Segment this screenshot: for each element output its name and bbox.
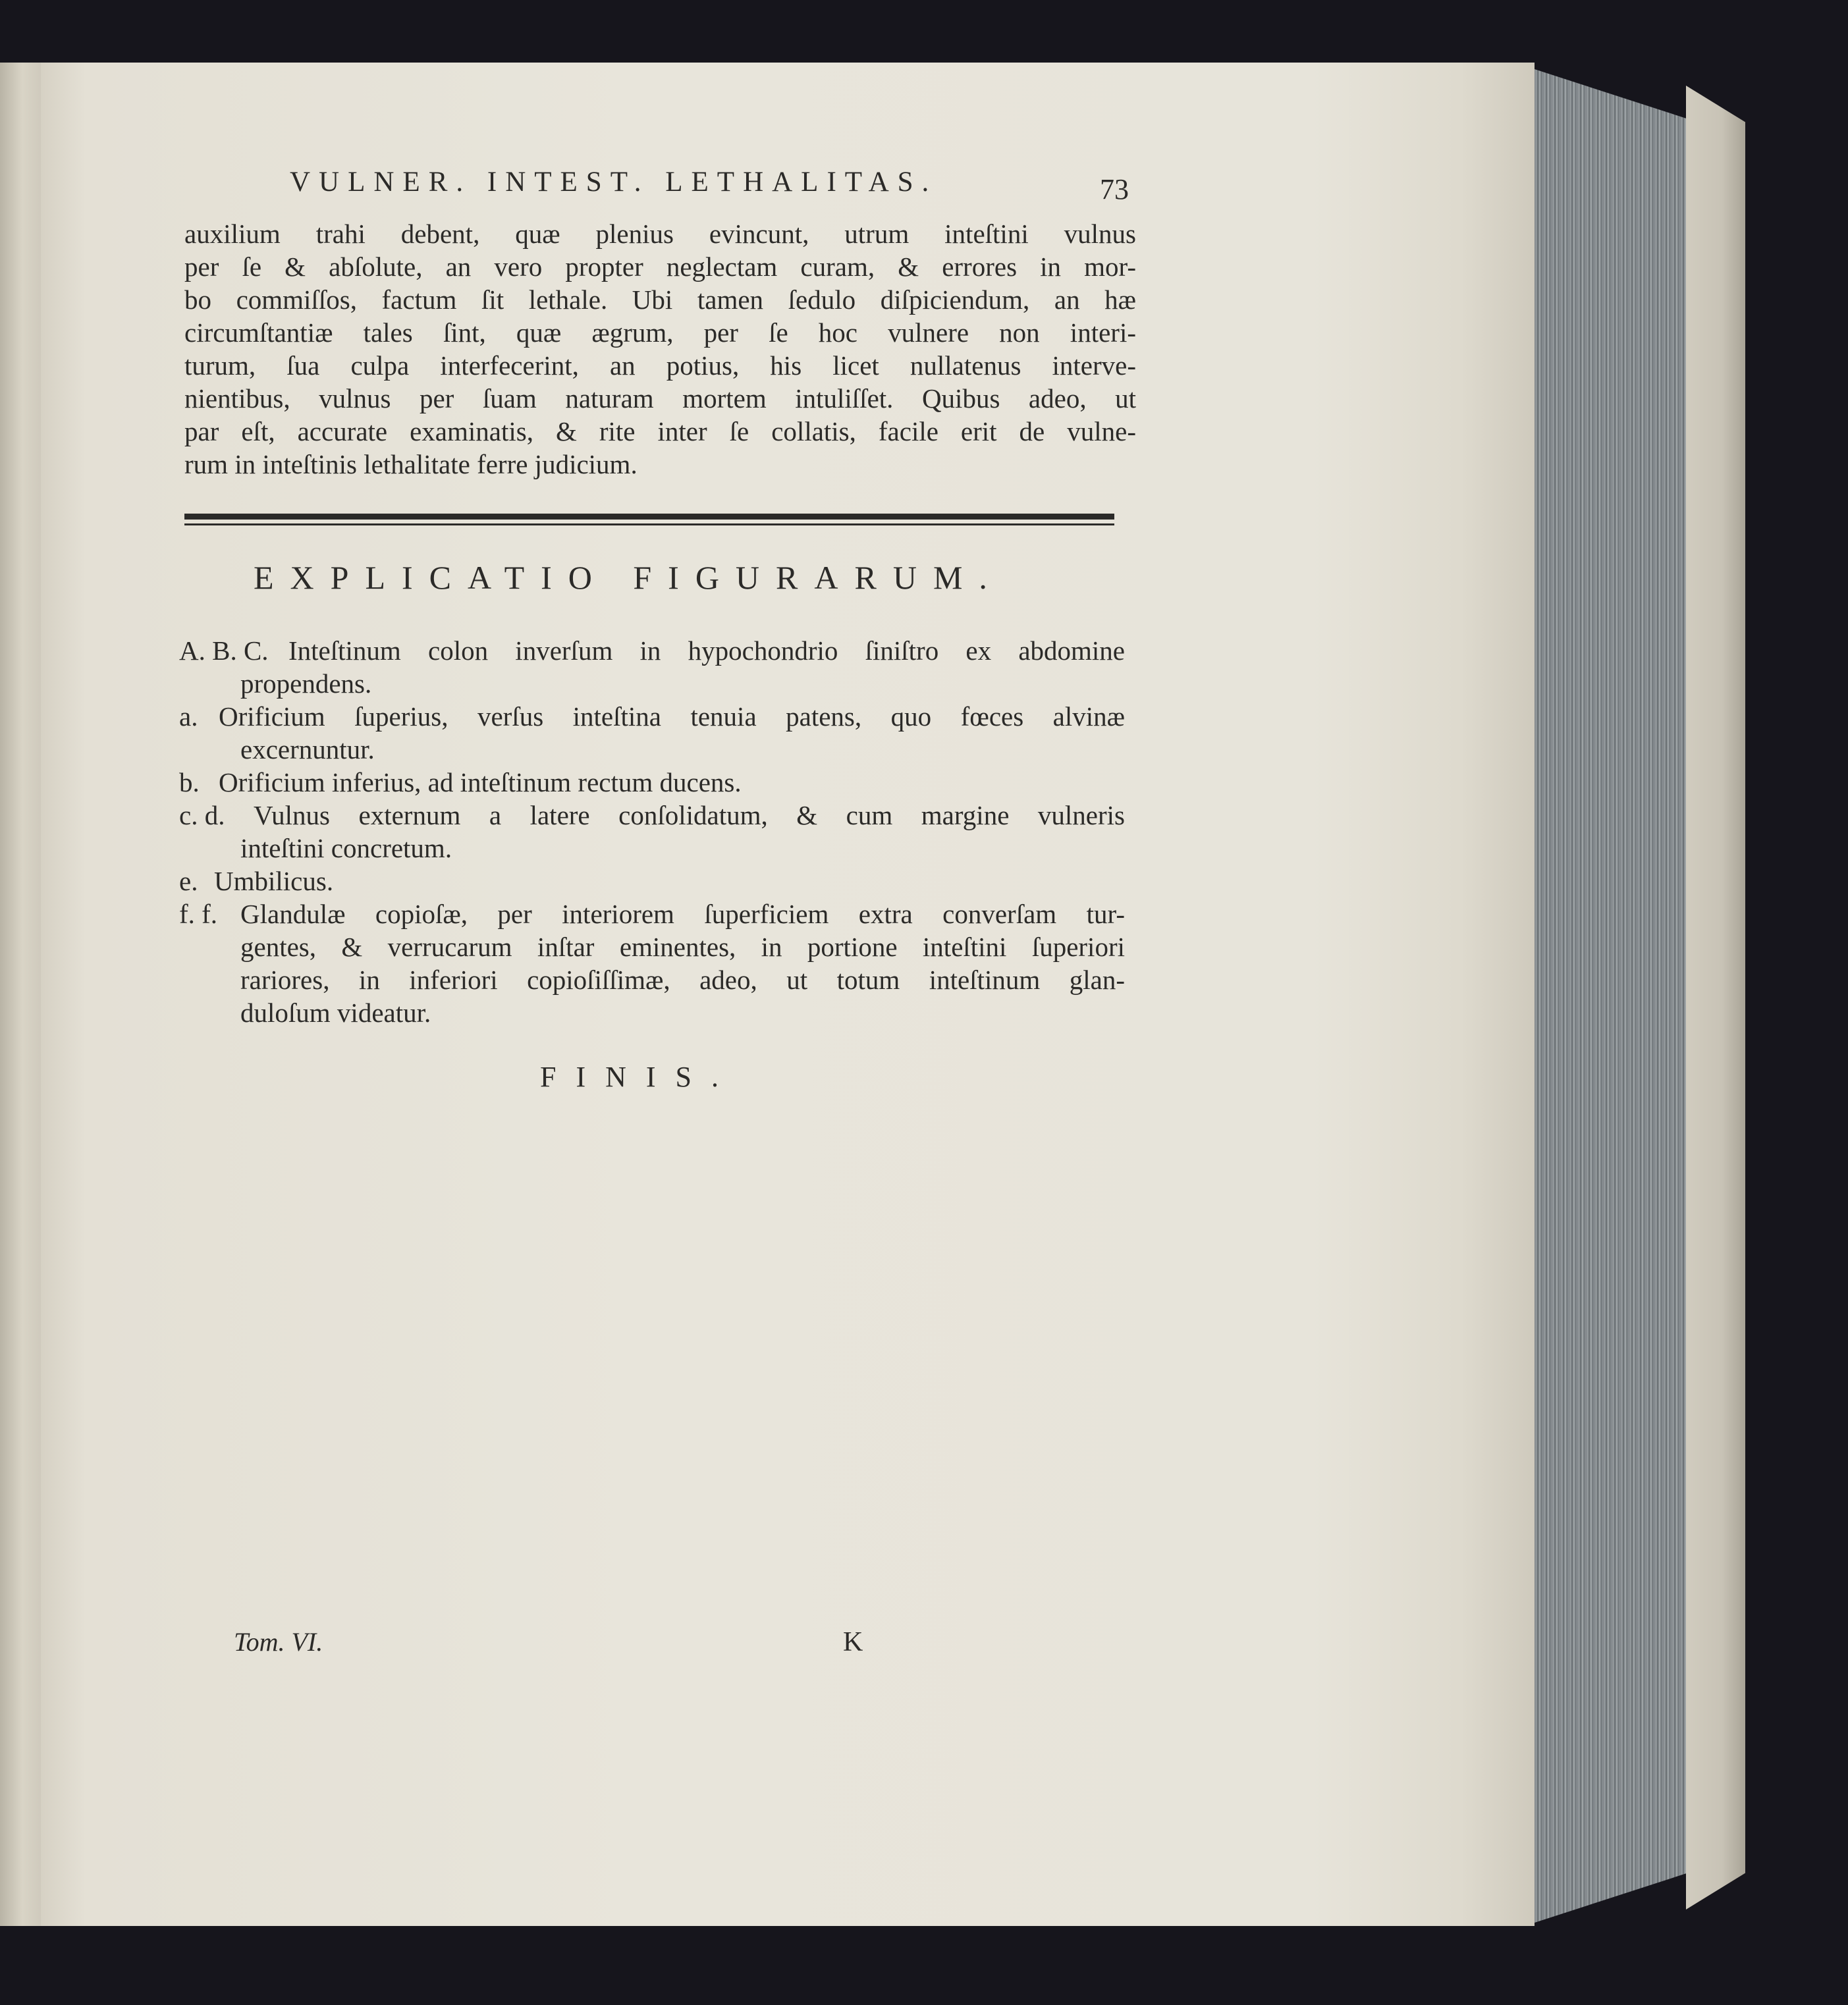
paragraph-line: auxilium trahi debent, quæ plenius evincunt, utrum inteſtini vulnus: [184, 219, 1136, 249]
figure-label: a.: [179, 701, 198, 732]
explanation-line: excernuntur.: [240, 734, 375, 764]
figure-label: b.: [179, 767, 200, 797]
paragraph-line: rum in inteſtinis lethalitate ferre judicium.: [184, 449, 638, 479]
paragraph-line: circumſtantiæ tales ſint, quæ ægrum, per ſe hoc vulnere non interi-: [184, 317, 1136, 348]
previous-page-edge: [0, 63, 41, 1926]
explanation-line: Orificium inferius, ad inteſtinum rectum ducens.: [219, 767, 742, 797]
double-rule-thin: [184, 523, 1114, 525]
explanation-line: Glandulæ copioſæ, per interiorem ſuperficiem extra converſam tur-: [240, 899, 1125, 929]
figure-label: e.: [179, 866, 198, 896]
volume-signature: Tom. VI.: [234, 1627, 323, 1657]
paragraph-line: par eſt, accurate examinatis, & rite inter ſe collatis, facile erit de vulne-: [184, 416, 1136, 446]
explanation-line: rariores, in inferiori copioſiſſimæ, adeo, ut totum inteſtinum glan-: [240, 965, 1125, 995]
running-head: VULNER. INTEST. LETHALITAS.: [290, 167, 938, 198]
signature-mark: K: [843, 1627, 863, 1657]
explanation-line: Orificium ſuperius, verſus inteſtina tenuia patens, quo fœces alvinæ: [219, 701, 1125, 732]
page-number: 73: [1100, 173, 1129, 205]
paragraph-line: nientibus, vulnus per ſuam naturam mortem intuliſſet. Quibus adeo, ut: [184, 383, 1136, 414]
paragraph-line: per ſe & abſolute, an vero propter neglectam curam, & errores in mor-: [184, 252, 1136, 282]
explanation-line: Inteſtinum colon inverſum in hypochondrio ſiniſtro ex abdomine: [288, 635, 1125, 666]
figure-label: f. f.: [179, 899, 218, 929]
explanation-line: Umbilicus.: [214, 866, 334, 896]
explanation-line: propendens.: [240, 668, 372, 699]
double-rule: [184, 514, 1114, 520]
figure-label: c. d.: [179, 800, 225, 830]
section-heading: EXPLICATIO FIGURARUM.: [254, 559, 1004, 596]
figure-label: A. B. C.: [179, 635, 269, 666]
page-block-edge: [1535, 69, 1706, 1923]
explanation-line: inteſtini concretum.: [240, 833, 452, 863]
paragraph-line: turum, ſua culpa interfecerint, an potius, his licet nullatenus interve-: [184, 350, 1136, 381]
cover-edge: [1686, 86, 1745, 1910]
explanation-line: duloſum videatur.: [240, 998, 431, 1028]
explanation-line: Vulnus externum a latere conſolidatum, & cum margine vulneris: [254, 800, 1125, 830]
finis: FINIS.: [540, 1061, 739, 1093]
explanation-line: gentes, & verrucarum inſtar eminentes, in portione inteſtini ſuperiori: [240, 932, 1125, 962]
paragraph-line: bo commiſſos, factum ſit lethale. Ubi tamen ſedulo diſpiciendum, an hæ: [184, 284, 1136, 315]
